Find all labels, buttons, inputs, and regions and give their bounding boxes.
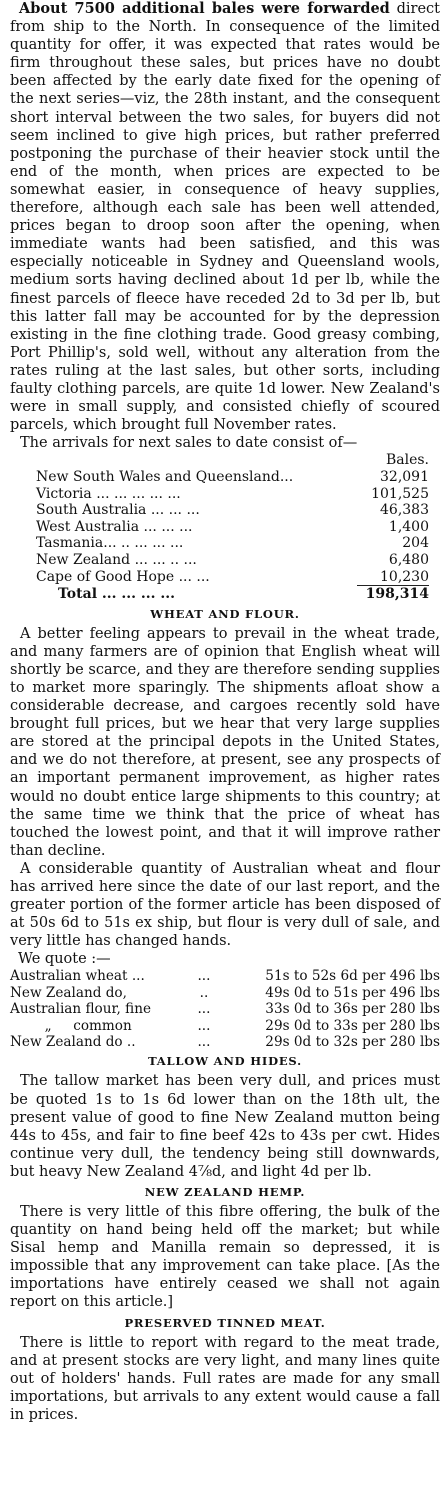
table-row bbox=[36, 469, 429, 486]
quote-price: 29s 0d to 33s per 280 lbs bbox=[265, 1017, 440, 1034]
quote-item: „ common bbox=[10, 1017, 132, 1034]
section-heading-wheat: WHEAT AND FLOUR. bbox=[150, 606, 300, 621]
quote-dots: ... bbox=[197, 1034, 211, 1050]
quote-intro: We quote :— bbox=[18, 951, 111, 968]
quotes-table bbox=[10, 968, 440, 1050]
quote-item: New Zealand do, bbox=[10, 984, 127, 1001]
quote-item: New Zealand do .. bbox=[10, 1034, 136, 1050]
quote-dots: ... bbox=[197, 968, 211, 985]
table-row bbox=[10, 1001, 440, 1017]
intro-text: direct from ship to the North. In consequence of the limited quantity for offer, it was expected that rates would be firm throughout these sales, but prices have no doubt been affected by the early date fixed for the opening of the next series—viz, the 28th instant, and the consequent short interval between the two sales, for buyers did not seem inclined to give high prices, but rather preferred postponing the purchase of their heavier stock until the end of the month, when prices are expected to be somewhat easier, in consequence of heavy supplies, therefore, although each sale has been well attended, prices began to droop soon after the opening, when immediate wants had been satisfied, and this was especially noticeable in Sydney and Queensland wools, medium sorts having declined about 1d per lb, while the finest parcels of fleece have receded 2d to 3d per lb, but this latter fall may be accounted for by the depression existing in the fine clothing trade. Good greasy combing, Port Phillip's, sold well, without any alteration from the rates ruling at the last sales, but other sorts, including faulty clothing parcels, are quite 1d lower. New Zealand's were in small supply, and consisted chiefly of scoured parcels, which brought full November rates. bbox=[10, 1, 440, 434]
quote-item: Australian wheat ... bbox=[10, 968, 145, 985]
arrival-bales: 10,230 bbox=[380, 568, 429, 585]
arrival-name: Cape of Good Hope ... ... bbox=[36, 568, 210, 585]
quote-price: 29s 0d to 32s per 280 lbs bbox=[265, 1034, 440, 1050]
arrival-name: South Australia ... ... ... bbox=[36, 502, 200, 519]
tallow-paragraph: The tallow market has been very dull, and prices must be quoted 1s to 1s 6d lower than on the 18th ult, the present value of good to fine New Zealand mutton being 44s to 45s, and fair to fine beef 42s to 43s per cwt. Hides continue very dull, the tendency being still downwards, but heavy New Zealand 4⅞d, and light 4d per lb. bbox=[10, 1073, 440, 1180]
arrivals-intro: The arrivals for next sales to date consist of— bbox=[20, 435, 358, 452]
arrival-bales: 32,091 bbox=[380, 468, 429, 485]
arrival-name: West Australia ... ... ... bbox=[36, 518, 193, 535]
table-row bbox=[36, 519, 429, 536]
arrival-bales: 6,480 bbox=[388, 551, 429, 568]
total-label: Total ... ... ... ... bbox=[58, 585, 175, 602]
table-row bbox=[10, 968, 440, 984]
arrival-name: New South Wales and Queensland... bbox=[36, 468, 294, 485]
arrival-name: Tasmania... .. ... ... ... bbox=[36, 535, 184, 552]
arrival-name: Victoria ... ... ... ... ... bbox=[36, 485, 181, 502]
wheat-paragraph-1: A better feeling appears to prevail in the wheat trade, and many farmers are of opinion that English wheat will shortly be scarce, and they are therefore sending supplies to market more sparingly. The shipments afloat show a considerable decrease, and cargoes recently sold have brought full prices, but we hear that very large supplies are stored at the principal depots in the United States, and we do not therefore, at present, see any prospects of an important permanent improvement, as higher rates would no doubt entice large shipments to this country; at the same time we think that the price of wheat has touched the lowest point, and that it will improve rather than decline. bbox=[10, 625, 440, 859]
arrival-name: New Zealand ... ... .. ... bbox=[36, 551, 197, 568]
arrivals-header-row bbox=[36, 452, 429, 469]
table-row bbox=[36, 569, 429, 586]
quote-price: 51s to 52s 6d per 496 lbs bbox=[265, 968, 440, 985]
total-cell bbox=[343, 585, 429, 603]
table-row bbox=[36, 486, 429, 503]
arrival-bales: 101,525 bbox=[371, 485, 429, 502]
arrival-bales: 1,400 bbox=[388, 518, 429, 535]
table-row bbox=[36, 552, 429, 569]
quote-price: 33s 0d to 36s per 280 lbs bbox=[265, 1001, 440, 1018]
section-heading-hemp: NEW ZEALAND HEMP. bbox=[144, 1184, 306, 1199]
quote-dots: ... bbox=[197, 1017, 211, 1034]
arrival-bales: 204 bbox=[402, 535, 429, 552]
arrivals-table bbox=[36, 452, 429, 602]
total-row bbox=[36, 585, 429, 603]
quote-item: Australian flour, fine bbox=[10, 1001, 152, 1018]
section-heading-meat: PRESERVED TINNED MEAT. bbox=[124, 1315, 326, 1330]
arrival-bales: 46,383 bbox=[380, 502, 429, 519]
meat-paragraph: There is little to report with regard to the meat trade, and at present stocks are very light, and many lines quite out of holders' hands. Full rates are made for any small importations, but arrivals to any extent would cause a fall in prices. bbox=[10, 1334, 440, 1423]
quote-price: 49s 0d to 51s per 496 lbs bbox=[265, 984, 440, 1001]
table-row bbox=[10, 1018, 440, 1034]
bales-header: Bales. bbox=[385, 452, 429, 469]
table-row bbox=[10, 985, 440, 1001]
intro-lead: About 7500 additional bales were forwarded bbox=[19, 0, 390, 17]
table-row bbox=[10, 1034, 440, 1050]
quote-dots: .. bbox=[199, 984, 209, 1001]
section-heading-tallow: TALLOW AND HIDES. bbox=[148, 1054, 302, 1069]
intro-paragraph bbox=[10, 0, 440, 434]
wheat-paragraph-2: A considerable quantity of Australian wheat and flour has arrived here since the date of our last report, and the greater portion of the former article has been disposed of at 50s 6d to 51s ex ship, but flour is very dull of sale, and very little has changed hands. bbox=[10, 860, 440, 950]
total-value: 198,314 bbox=[365, 586, 429, 603]
table-row bbox=[36, 535, 429, 552]
quote-dots: ... bbox=[197, 1001, 211, 1018]
table-row bbox=[36, 502, 429, 519]
hemp-paragraph: There is very little of this fibre offering, the bulk of the quantity on hand being held off the market; but while Sisal hemp and Manilla remain so depressed, it is impossible that any improvement can take place. [As the importations have entirely ceased we shall not again report on this article.] bbox=[10, 1203, 440, 1311]
